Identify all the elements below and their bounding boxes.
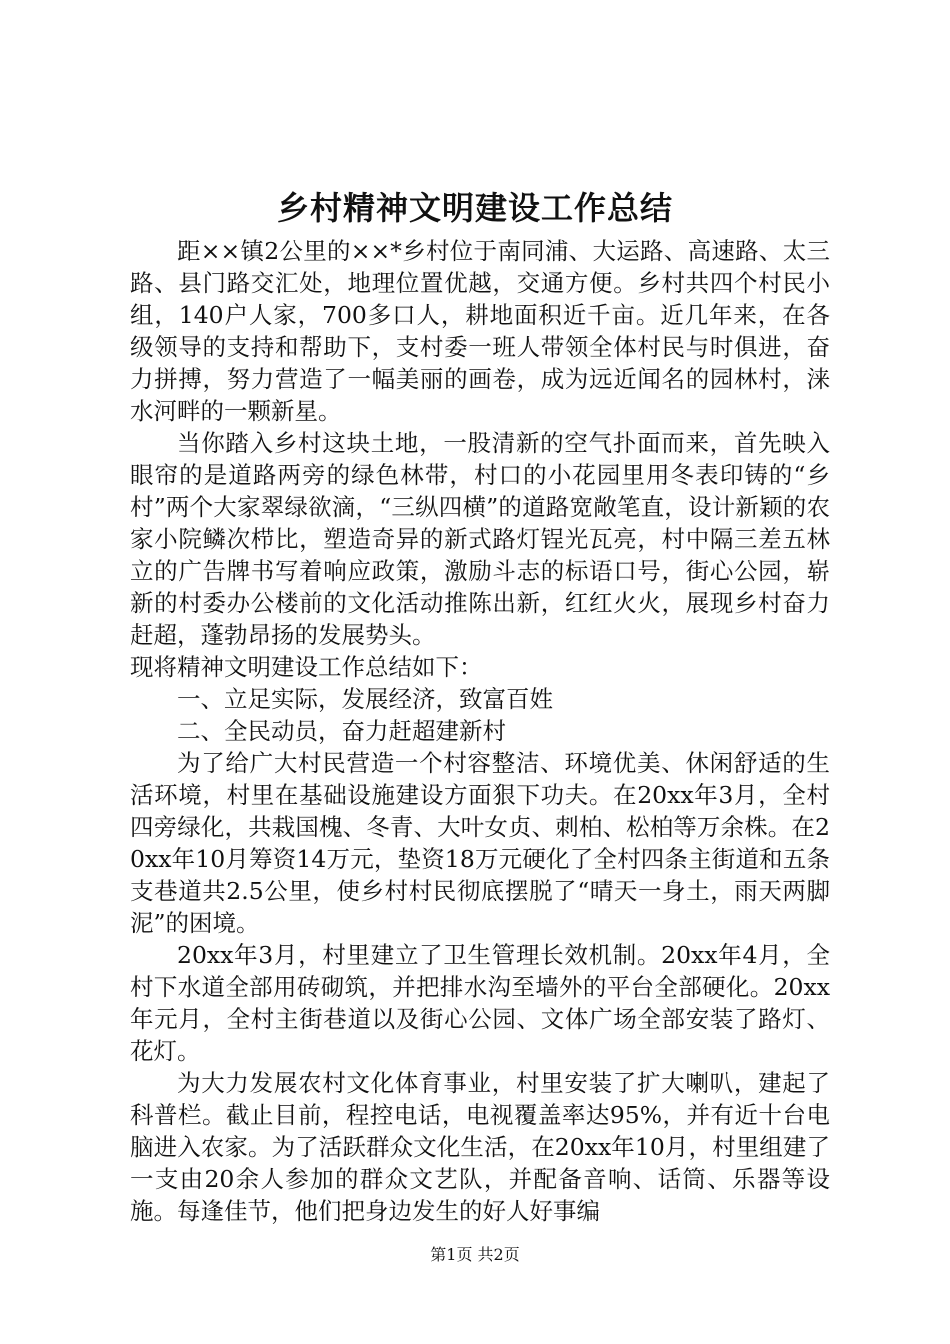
paragraph-summary-lead: 现将精神文明建设工作总结如下： — [130, 653, 483, 681]
paragraph-intro: 距××镇2公里的××*乡村位于南同浦、大运路、高速路、太三路、县门路交汇处，地理位置优越，交通方便。乡村共四个村民小组，140户人家，700多口人，耕地面积近千亩。近几年来，在各级领导的支持和帮助下，支村委一班人带领全体村民与时俱进，奋力拼搏，努力营造了一幅美丽的画卷，成为远近闻名的园林村，涞水河畔的一颗新星。 — [130, 237, 830, 425]
paragraph-infrastructure: 为了给广大村民营造一个村容整洁、环境优美、休闲舒适的生活环境，村里在基础设施建设方面狠下功夫。在20xx年3月，全村四旁绿化，共栽国槐、冬青、大叶女贞、刺柏、松柏等万余株。在20xx年10月筹资14万元，垫资18万元硬化了全村四条主街道和五条支巷道共2.5公里，使乡村村民彻底摆脱了“晴天一身土，雨天两脚泥”的困境。 — [130, 749, 830, 937]
paragraph-culture: 为大力发展农村文化体育事业，村里安装了扩大喇叭，建起了科普栏。截止目前，程控电话，电视覆盖率达95%，并有近十台电脑进入农家。为了活跃群众文化生活，在20xx年10月，村里组建了一支由20余人参加的群众文艺队，并配备音响、话筒、乐器等设施。每逢佳节，他们把身边发生的好人好事编 — [130, 1069, 830, 1225]
page-footer: 第1页 共2页 — [430, 1245, 520, 1264]
document-title: 乡村精神文明建设工作总结 — [276, 189, 673, 227]
paragraph-scenery: 当你踏入乡村这块土地，一股清新的空气扑面而来，首先映入眼帘的是道路两旁的绿色林带，村口的小花园里用冬表印铸的“乡村”两个大家翠绿欲滴，“三纵四横”的道路宽敞笔直，设计新颖的农家小院鳞次栉比，塑造奇异的新式路灯锃光瓦亮，村中隔三差五林立的广告牌书写着响应政策，激励斗志的标语口号，街心公园，崭新的村委办公楼前的文化活动推陈出新，红红火火，展现乡村奋力赶超，蓬勃昂扬的发展势头。 — [130, 429, 830, 649]
paragraph-sanitation: 20xx年3月，村里建立了卫生管理长效机制。20xx年4月，全村下水道全部用砖砌筑，并把排水沟至墙外的平台全部硬化。20xx年元月，全村主街巷道以及街心公园、文体广场全部安装了路灯、花灯。 — [130, 941, 830, 1065]
section-heading-2: 二、全民动员，奋力赶超建新村 — [177, 717, 506, 745]
document-body — [130, 235, 830, 1227]
section-heading-1: 一、立足实际，发展经济，致富百姓 — [177, 685, 553, 713]
